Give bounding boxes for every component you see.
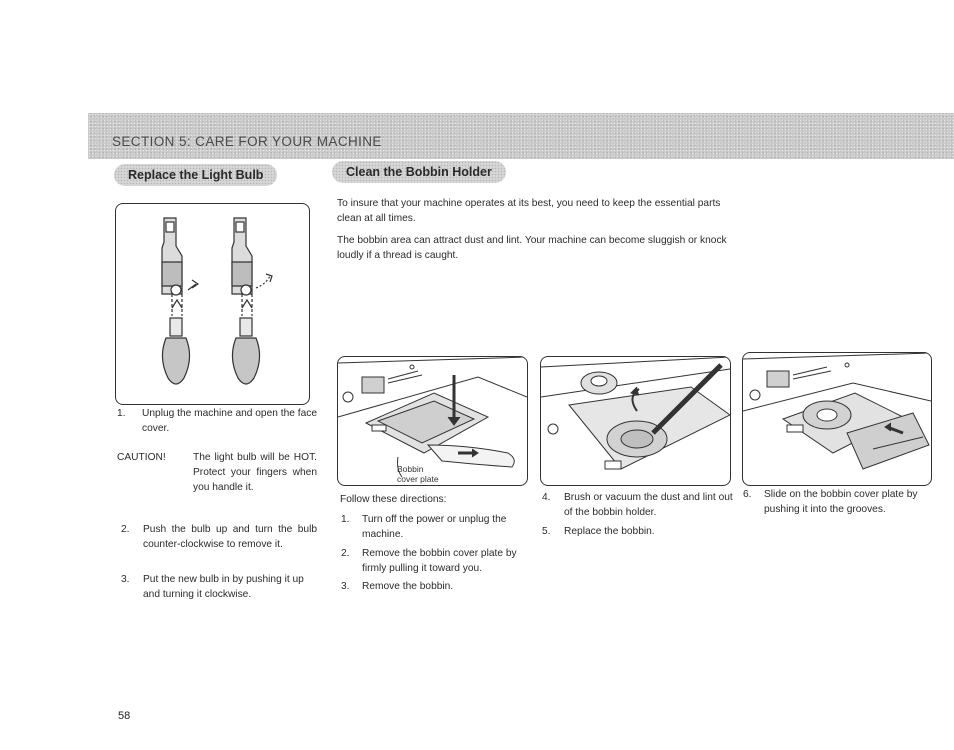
bobbin-cover-plate-label: Bobbin cover plate [397,464,439,484]
caution-text: The light bulb will be HOT. Protect your fingers when you handle it. [193,452,317,493]
bobbin-intro-2: The bobbin area can attract dust and lint. Your machine can become sluggish or knock loudly if a thread is caught. [337,235,727,261]
light-bulb-step-3: 3. Put the new bulb in by pushing it up and turning it clockwise. [121,574,304,600]
light-bulb-step-2: 2. Push the bulb up and turn the bulb counter-clockwise to remove it. [121,524,317,550]
bobbin-step-3: 3. Remove the bobbin. [341,581,454,592]
light-bulb-step-1: 1. Unplug the machine and open the face cover. [117,408,318,434]
heading-clean-bobbin-holder: Clean the Bobbin Holder [332,161,506,183]
directions-label: Follow these directions: [340,494,447,505]
bobbin-intro-1: To insure that your machine operates at its best, you need to keep the essential parts clean at all times. [337,198,721,224]
bobbin-figure-brush [540,356,731,486]
light-bulb-illustration [116,204,309,404]
bobbin-step-4: 4. Brush or vacuum the dust and lint out of the bobbin holder. [542,492,733,518]
light-bulb-figure [115,203,310,405]
bobbin-slide-illustration [743,353,931,485]
bobbin-brush-illustration [541,357,730,485]
bobbin-step-1: 1. Turn off the power or unplug the machine. [341,514,507,540]
bobbin-step-6: 6. Slide on the bobbin cover plate by pushing it into the grooves. [743,489,918,515]
bobbin-step-5: 5. Replace the bobbin. [542,526,655,537]
page-number: 58 [118,710,131,722]
caution-label: CAUTION! [117,452,166,463]
bobbin-step-2: 2. Remove the bobbin cover plate by firmly pulling it toward you. [341,548,517,574]
heading-replace-light-bulb: Replace the Light Bulb [114,164,277,186]
caution-note [117,450,317,495]
section-title: SECTION 5: CARE FOR YOUR MACHINE [112,134,382,149]
bobbin-figure-slide-cover [742,352,932,486]
